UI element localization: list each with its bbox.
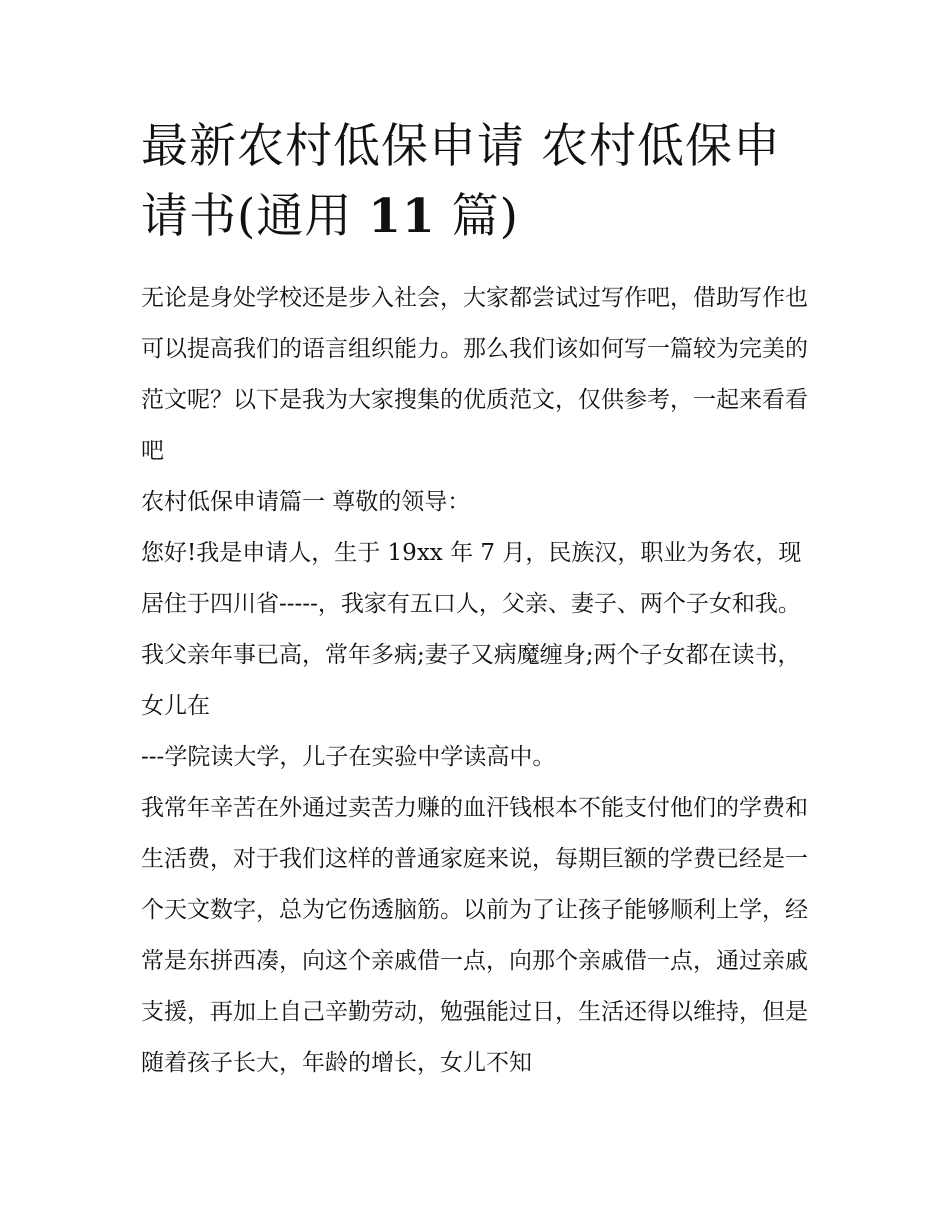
title-number: 11 [368, 189, 436, 244]
title-text-part2: 篇) [435, 189, 519, 244]
document-title [141, 112, 811, 252]
body-paragraph: 我常年辛苦在外通过卖苦力赚的血汗钱根本不能支付他们的学费和生活费，对于我们这样的普通家庭来说，每期巨额的学费已经是一个天文数字，总为它伤透脑筋。以前为了让孩子能够顺利上学，经常是东拼西凑，向这个亲戚借一点，向那个亲戚借一点，通过亲戚支援，再加上自己辛勤劳动，勉强能过日，生活还得以维持，但是随着孩子长大，年龄的增长，女儿不知 [141, 795, 808, 1076]
document-content [141, 112, 811, 1089]
intro-paragraph: 无论是身处学校还是步入社会，大家都尝试过写作吧，借助写作也可以提高我们的语言组织能力。那么我们该如何写一篇较为完美的范文呢？以下是我为大家搜集的优质范文，仅供参考，一起来看看吧 [141, 285, 808, 464]
title-text-part1: 最新农村低保申请 农村低保申请书(通用 [141, 119, 781, 244]
body-paragraph: 您好!我是申请人，生于 19xx 年 7 月，民族汉，职业为务农，现居住于四川省-----，我家有五口人，父亲、妻子、两个子女和我。我父亲年事已高，常年多病;妻子又病魔缠身;两个子女都在读书，女儿在 [141, 540, 802, 719]
section-heading-paragraph: 农村低保申请篇一 尊敬的领导： [141, 489, 471, 515]
body-paragraph: ---学院读大学，儿子在实验中学读高中。 [141, 744, 556, 770]
document-body [141, 273, 811, 1089]
